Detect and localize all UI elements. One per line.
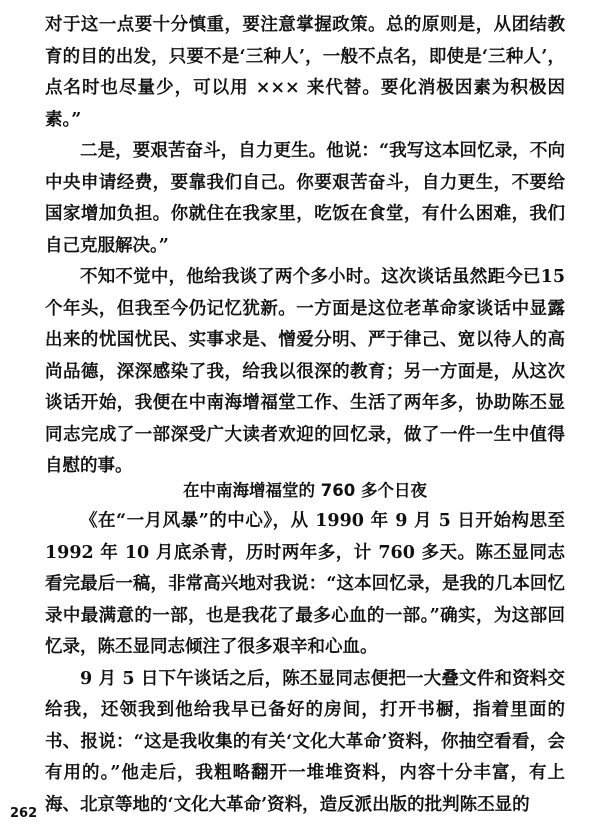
paragraph-self-reliance: 二是，要艰苦奋斗，自力更生。他说：“我写这本回忆录，不向中央申请经费，要靠我们自己。你要艰苦奋斗，自力更生，不要给国家增加负担。你就住在我家里，吃饭在食堂，有什么困难，我们自己克服解决。” <box>45 141 565 256</box>
lower-text-block <box>45 506 565 821</box>
paragraph-two-hours-talk: 不知不觉中，他给我谈了两个多小时。这次谈话虽然距今已15个年头，但我至今仍记忆犹新。一方面是这位老革命家谈话中显露出来的忧国忧民、实事求是、憎爱分明、严于律己、宽以待人的高尚品德，深深感染了我，给我以很深的教育；另一方面是，从这次谈话开始，我便在中南海增福堂工作、生活了两年多，协助陈丕显同志完成了一部深受广大读者欢迎的回忆录，做了一件一生中值得自慰的事。 <box>45 267 565 476</box>
paragraph-policy-continuation: 对于这一点要十分慎重，要注意掌握政策。总的原则是，从团结教育的目的出发，只要不是‘三种人’，一般不点名，即使是‘三种人’，点名时也尽量少，可以用 ××× 来代替。要化消极因素为积极因素。” <box>45 15 565 130</box>
upper-text-block <box>45 10 565 483</box>
section-title: 在中南海增福堂的 760 多个日夜 <box>183 481 427 500</box>
paragraph-memoir-timeline: 《在“一月风暴”的中心》，从 1990 年 9 月 5 日开始构思至 1992 年 10 月底杀青，历时两年多，计 760 多天。陈丕显同志看完最后一稿，非常高兴地对我说：“这本回忆录，是我的几本回忆录中最满意的一部，也是我花了最多心血的一部。”确实，为这部回忆录，陈丕显同志倾注了很多艰辛和心血。 <box>45 511 565 657</box>
paragraph-materials-handover: 9 月 5 日下午谈话之后，陈丕显同志便把一大叠文件和资料交给我，还领我到他给我早已备好的房间，打开书橱，指着里面的书、报说：“这是我收集的有关‘文化大革命’资料，你抽空看看，会有用的。”他走后，我粗略翻开一堆堆资料，内容十分丰富，有上海、北京等地的‘文化大革命’资料，造反派出版的批判陈丕显的 <box>45 668 565 815</box>
page-number: 262 <box>10 806 38 821</box>
